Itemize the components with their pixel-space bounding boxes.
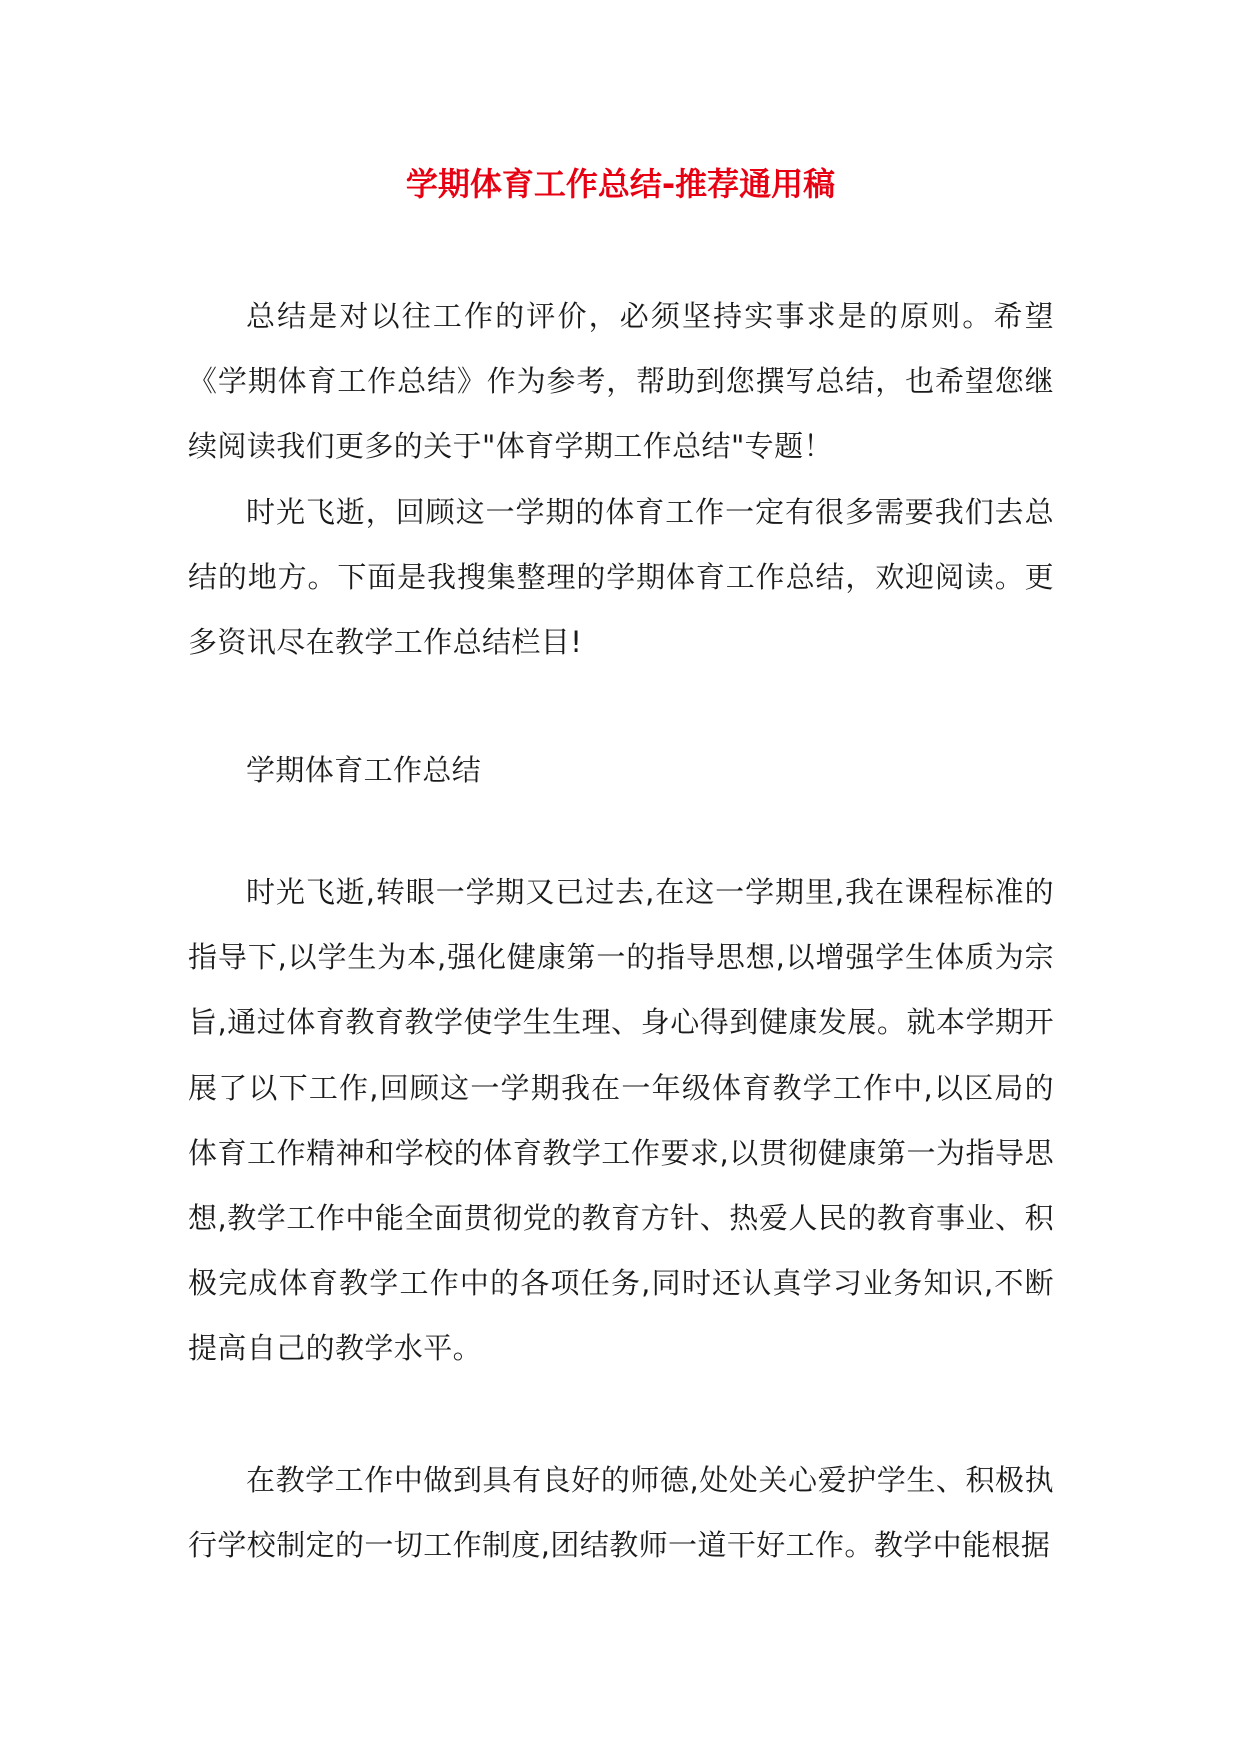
section-heading: 学期体育工作总结	[246, 753, 482, 787]
body-paragraph: 在教学工作中做到具有良好的师德,处处关心爱护学生、积极执行学校制定的一切工作制度,团结教师一道干好工作。教学中能根据	[188, 1463, 1054, 1563]
document-title: 学期体育工作总结-推荐通用稿	[405, 165, 836, 203]
intro-paragraph: 总结是对以往工作的评价，必须坚持实事求是的原则。希望《学期体育工作总结》作为参考，帮助到您撰写总结，也希望您继续阅读我们更多的关于"体育学期工作总结"专题！	[188, 299, 1054, 464]
intro-paragraph: 时光飞逝，回顾这一学期的体育工作一定有很多需要我们去总结的地方。下面是我搜集整理的学期体育工作总结，欢迎阅读。更多资讯尽在教学工作总结栏目!	[188, 495, 1054, 660]
body-paragraph: 时光飞逝,转眼一学期又已过去,在这一学期里,我在课程标准的指导下,以学生为本,强化健康第一的指导思想,以增强学生体质为宗旨,通过体育教育教学使学生生理、身心得到健康发展。就本学期开展了以下工作,回顾这一学期我在一年级体育教学工作中,以区局的体育工作精神和学校的体育教学工作要求,以贯彻健康第一为指导思想,教学工作中能全面贯彻党的教育方针、热爱人民的教育事业、积极完成体育教学工作中的各项任务,同时还认真学习业务知识,不断提高自己的教学水平。	[188, 875, 1054, 1366]
